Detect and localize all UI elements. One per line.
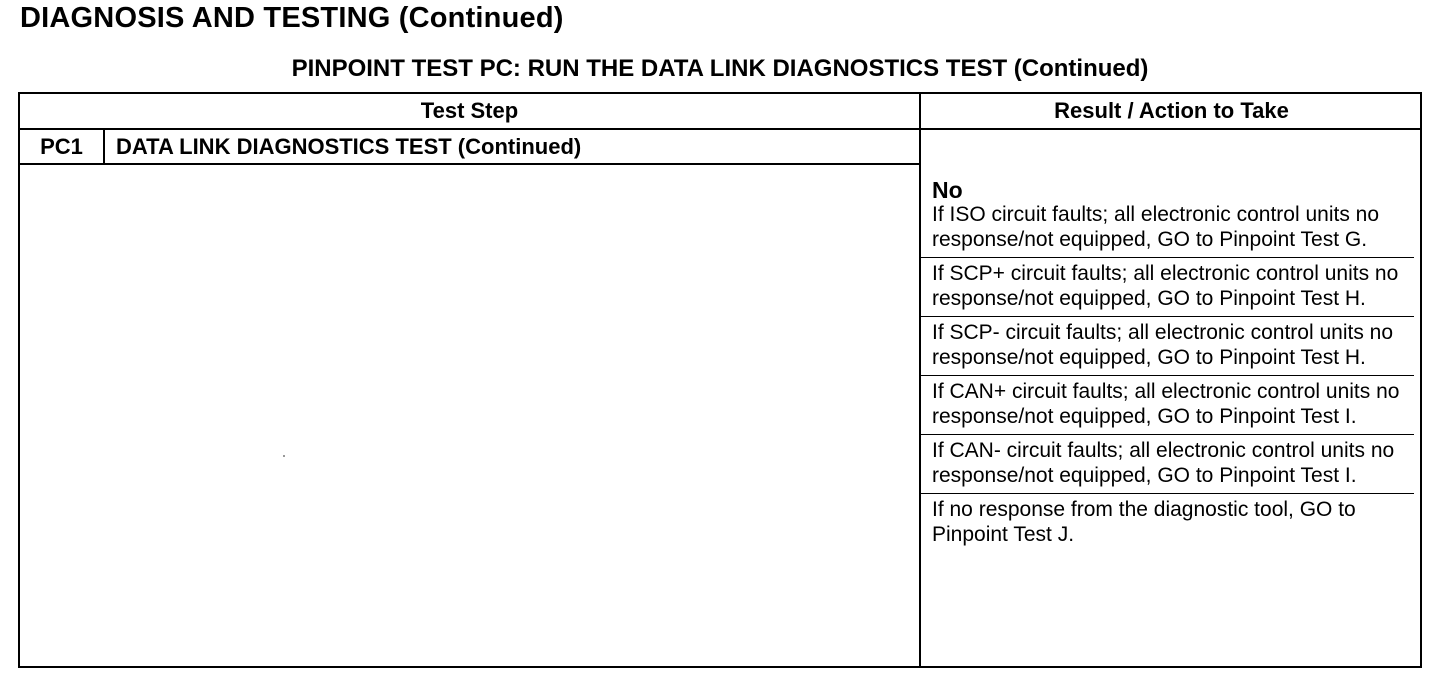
result-divider [921,257,1414,258]
result-divider [921,434,1414,435]
result-label-no: No [932,177,963,203]
step-title: DATA LINK DIAGNOSTICS TEST (Continued) [116,134,582,159]
result-divider [921,493,1414,494]
result-column [932,178,1416,552]
step-divider [20,163,921,165]
pinpoint-test-table [18,92,1422,668]
step-id-divider [103,129,105,164]
result-item: If CAN- circuit faults; all electronic control units no response/not equipped, GO to Pinpoint Test I. [932,439,1395,487]
header-divider [20,128,1420,130]
pinpoint-test-title: PINPOINT TEST PC: RUN THE DATA LINK DIAGNOSTICS TEST (Continued) [291,55,1149,82]
result-item: If no response from the diagnostic tool, GO to Pinpoint Test J. [932,498,1356,546]
page-title: DIAGNOSIS AND TESTING (Continued) [20,2,564,34]
result-item: If SCP+ circuit faults; all electronic control units no response/not equipped, GO to Pinpoint Test H. [932,262,1399,310]
result-item: If ISO circuit faults; all electronic control units no response/not equipped, GO to Pinpoint Test G. [932,203,1380,251]
step-id: PC1 [40,134,83,159]
result-divider [921,375,1414,376]
header-test-step: Test Step [420,98,519,123]
result-item: If SCP- circuit faults; all electronic control units no response/not equipped, GO to Pinpoint Test H. [932,321,1394,369]
scan-speck [283,455,285,457]
column-divider [919,94,921,666]
header-result-action: Result / Action to Take [1054,98,1289,123]
result-divider [921,316,1414,317]
result-item: If CAN+ circuit faults; all electronic control units no response/not equipped, GO to Pinpoint Test I. [932,380,1400,428]
